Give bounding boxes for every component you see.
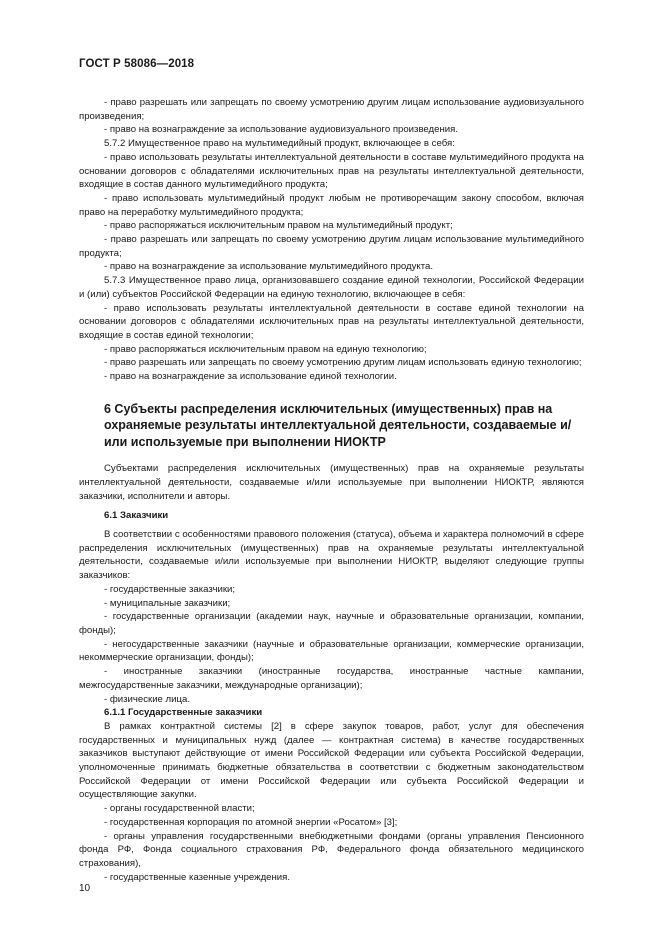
paragraph: - право на вознаграждение за использование аудиовизуального произведения.	[104, 124, 459, 136]
paragraph: - право на вознаграждение за использование единой технологии.	[104, 371, 397, 383]
paragraph: - право разрешать или запрещать по своему усмотрению другим лицам использовать единую технологию;	[104, 357, 582, 369]
paragraph: 5.7.3 Имущественное право лица, организовавшего создание единой технологии, Российской Федерации и (или) субъектов Российской Федерации на единую технологию, включающее в себя:	[79, 275, 584, 300]
subsection-heading: 6.1.1 Государственные заказчики	[104, 707, 263, 719]
section-heading: 6 Субъекты распределения исключительных (имущественных) прав на охраняемые результаты интеллектуальной деятельности, создаваемые и/или используемые при выполнении НИОКТР	[104, 401, 572, 449]
paragraph: - право распоряжаться исключительным правом на единую технологию;	[104, 343, 427, 355]
page-number: 10	[79, 883, 91, 894]
list-item: - иностранные заказчики (иностранные государства, иностранные частные кампании, межгосударственные заказчики, международные организации);	[79, 666, 584, 691]
paragraph: Субъектами распределения исключительных (имущественных) прав на охраняемые результаты интеллектуальной деятельности, создаваемые и/или используемые при выполнении НИОКТР, являются заказчики, исполнители и авторы.	[79, 463, 584, 502]
list-item: - органы управления государственными внебюджетными фондами (органы управления Пенсионного фонда РФ, Фонда социального страхования РФ, Федерального фонда обязательного медицинского страхования),	[79, 830, 584, 869]
document-header: ГОСТ Р 58086—2018	[79, 58, 195, 70]
paragraph: - право использовать результаты интеллектуальной деятельности в составе мультимедийного продукта на основании договоров с обладателями исключительных прав на результаты интеллектуальной деятельности, входящие в состав данного мультимедийного продукта;	[79, 151, 584, 191]
list-item: - государственные казенные учреждения.	[104, 871, 291, 883]
list-item: - физические лица.	[104, 693, 191, 705]
paragraph: - право использовать результаты интеллектуальной деятельности в составе единой технологии на основании договоров с обладателями исключительных прав на результаты интеллектуальной деятельности, входящие в состав единой технологии;	[79, 302, 584, 341]
paragraph: В соответствии с особенностями правового положения (статуса), объема и характера полномочий в сфере распределения исключительных (имущественных) прав на охраняемые результаты интеллектуальной деятельности, создаваемые и/или используемые при выполнении НИОКТР, выделяют следующие группы заказчиков:	[79, 529, 584, 582]
list-item: - государственная корпорация по атомной энергии «Росатом» [3];	[104, 816, 398, 828]
subsection-heading: 6.1 Заказчики	[104, 510, 169, 522]
paragraph: - право на вознаграждение за использование мультимедийного продукта.	[104, 261, 434, 273]
paragraph: 5.7.2 Имущественное право на мультимедийный продукт, включающее в себя:	[104, 138, 455, 150]
list-item: - органы государственной власти;	[104, 803, 255, 815]
paragraph: - право разрешать или запрещать по своему усмотрению другим лицам использование мультимедийного продукта;	[79, 234, 584, 259]
paragraph: - право разрешать или запрещать по своему усмотрению другим лицам использование аудиовизуального произведения;	[79, 97, 584, 122]
list-item: - государственные заказчики;	[104, 583, 236, 595]
paragraph: - право распоряжаться исключительным правом на мультимедийный продукт;	[104, 220, 453, 232]
list-item: - государственные организации (академии наук, научные и образовательные организации, компании, фонды);	[79, 611, 584, 636]
list-item: - негосударственные заказчики (научные и образовательные организации, коммерческие организации, некоммерческие организации, фонды);	[79, 638, 584, 664]
document-body	[79, 96, 584, 884]
paragraph: - право использовать мультимедийный продукт любым не противоречащим закону способом, включая право на переработку мультимедийного продукта;	[79, 192, 584, 218]
paragraph: В рамках контрактной системы [2] в сфере закупок товаров, работ, услуг для обеспечения государственных и муниципальных нужд (далее — контрактная система) в качестве государственных заказчиков выступают действующие от имени Российской Федерации или субъекта Российской Федерации, уполномоченные принимать бюджетные обязательства в соответствии с бюджетным законодательством Российской Федерации от имени Российской Федерации или субъекта Российской Федерации и осуществляющие закупки.	[79, 720, 584, 801]
list-item: - муниципальные заказчики;	[104, 597, 231, 609]
